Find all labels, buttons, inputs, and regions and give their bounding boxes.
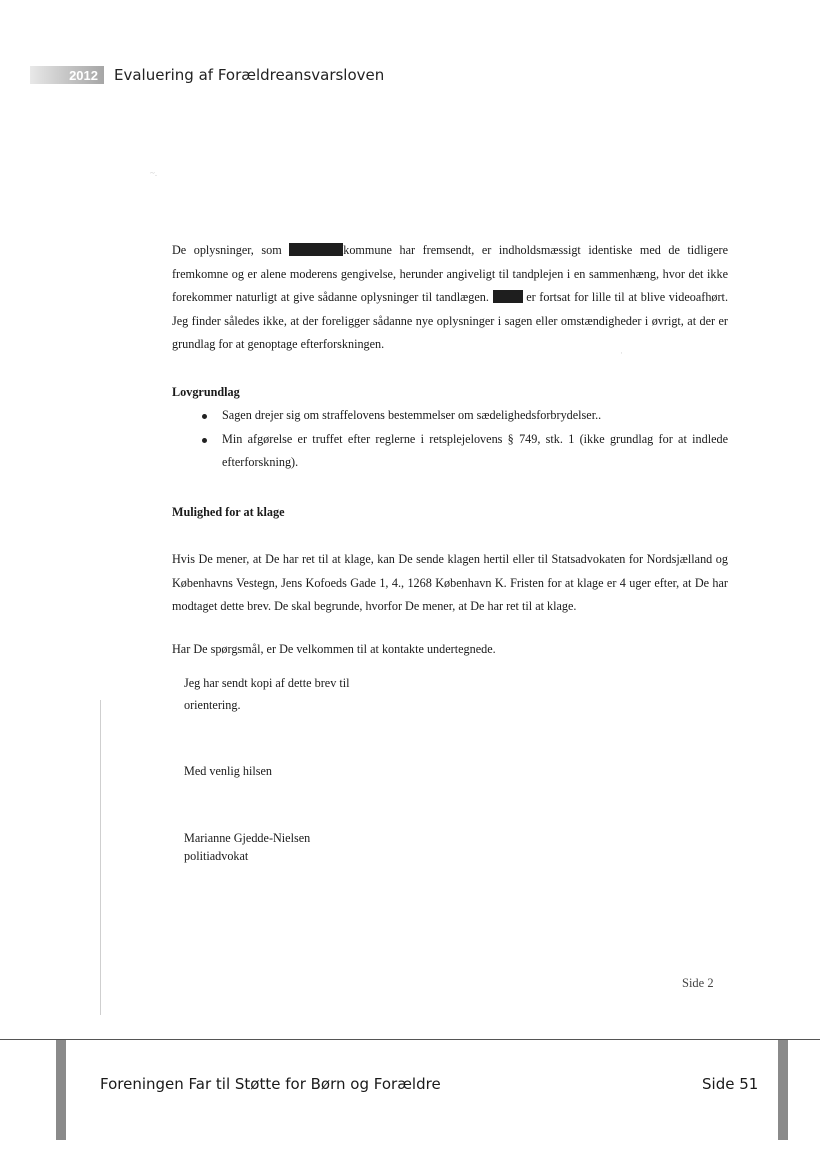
footer-page-number: Side 51 [702,1075,759,1093]
scan-speck: · [620,348,623,358]
scan-margin-line [100,700,101,1015]
redaction-block [493,290,523,303]
intro-text-1: De oplysninger, som [172,243,290,257]
section-heading-appeal: Mulighed for at klage [172,504,285,519]
footer-organization: Foreningen Far til Støtte for Børn og Forældre [100,1075,441,1093]
year-badge [30,66,104,84]
report-title: Evaluering af Forældreansvarsloven [114,66,385,84]
greeting: Med venlig hilsen [184,764,273,778]
legal-basis-list [172,404,728,475]
copy-note-line: Jeg har sendt kopi af dette brev til [184,676,350,690]
paragraph-questions: Har De spørgsmål, er De velkommen til at kontakte undertegnede. [172,641,496,656]
list-item: Sagen drejer sig om straffelovens bestemmelser om sædelighedsforbrydelser.. [202,404,728,428]
footer-divider [0,1039,820,1040]
redaction-block [289,243,343,256]
list-item: Min afgørelse er truffet efter reglerne i retsplejelovens § 749, stk. 1 (ikke grundlag for at indlede efterforskning). [202,428,728,475]
year-label: 2012 [69,67,98,83]
signer-name: Marianne Gjedde-Nielsen [184,831,311,845]
letter-body [172,239,728,661]
paragraph-intro [172,239,728,357]
copy-note [184,674,350,714]
page-header [30,64,384,86]
signature-block [184,829,310,865]
section-heading-legal-basis: Lovgrundlag [172,384,240,399]
paragraph-appeal: Hvis De mener, at De har ret til at klage, kan De sende klagen hertil eller til Statsadvokaten for Nordsjælland og Københavns Vestegn, Jens Kofoeds Gade 1, 4., 1268 København K. Fristen for at klage er 4 uger efter, at De har modtaget dette brev. De skal begrunde, hvorfor De mener, at De har ret til at klage. [172,552,728,613]
letter-page-number: Side 2 [682,976,714,990]
intro-text-3: er fortsat for lille til at blive videoafhørt. Jeg finder således ikke, at der foreligger sådanne nye oplysninger i sagen eller omstændigheder i øvrigt, at der er grundlag for at genoptage efterforskningen. [172,290,728,351]
scan-speck: ~. [150,168,158,178]
intro-text-2: kommune har fremsendt, er indholdsmæssigt identiske med de tidligere fremkomne og er alene moderens gengivelse, herunder angiveligt til tandplejen i en sammenhæng, hvor det ikke forekommer naturligt at give sådanne oplysninger til tandlægen. [172,243,729,304]
footer-bar-right [778,1040,788,1140]
copy-note-line: orientering. [184,698,241,712]
signer-title: politiadvokat [184,849,249,863]
footer-bar-left [56,1040,66,1140]
